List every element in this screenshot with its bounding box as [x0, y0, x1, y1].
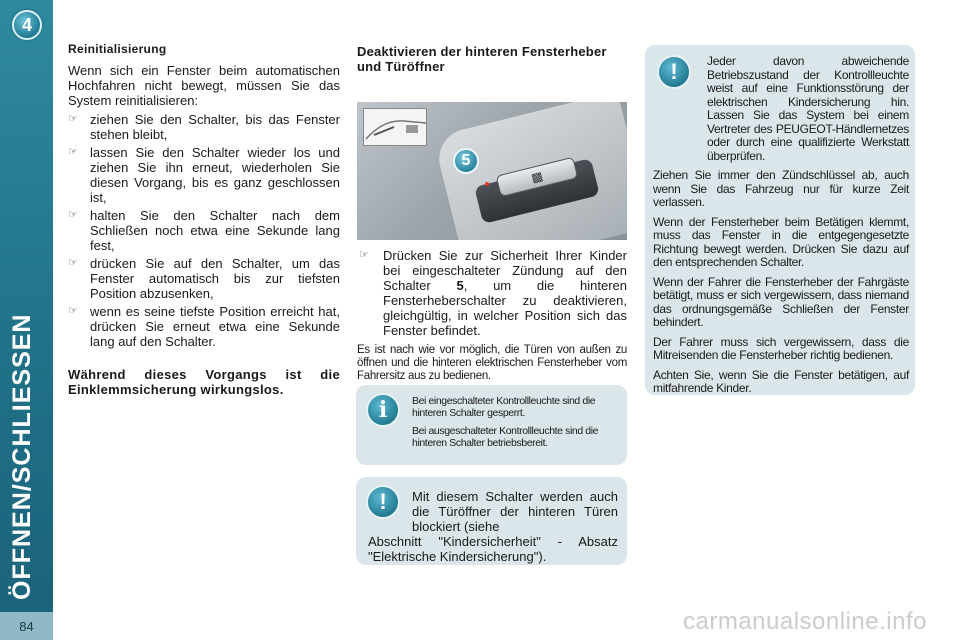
- list-item: ☞ lassen Sie den Schalter wieder los und ziehen Sie ihn erneut, wiederholen Sie diesen Vorgang, bis es ganz geschlossen ist,: [68, 145, 340, 205]
- pointing-hand-icon: ☞: [68, 257, 78, 269]
- page-number: 84: [0, 612, 53, 640]
- section-heading: Reinitialisierung: [68, 42, 167, 56]
- intro-paragraph: Wenn sich ein Fenster beim automatischen Hochfahren nicht bewegt, müssen Sie das System reinitialisieren:: [68, 63, 340, 108]
- warning-icon: !: [366, 485, 400, 519]
- steps-list: [357, 248, 627, 338]
- warning-icon: !: [657, 55, 691, 89]
- warning-box-small: [356, 477, 627, 565]
- list-item: ☞ drücken Sie auf den Schalter, um das Fenster automatisch bis zur tiefsten Position abzusenken,: [68, 256, 340, 301]
- pointing-hand-icon: ☞: [359, 249, 369, 261]
- child-lock-section: [357, 44, 627, 383]
- callout-number-badge: 5: [453, 148, 479, 174]
- info-box: [356, 385, 627, 465]
- pointing-hand-icon: ☞: [68, 305, 78, 317]
- reinitialization-section: [68, 42, 340, 401]
- section-heading: Deaktivieren der hinteren Fensterheber und Türöffner: [357, 44, 607, 74]
- list-item: ☞ ziehen Sie den Schalter, bis das Fenster stehen bleibt,: [68, 112, 340, 142]
- info-paragraph: Es ist nach wie vor möglich, die Türen von außen zu öffnen und die hinteren elektrischen Fensterheber vom Fahrersitz aus zu bedienen.: [357, 344, 627, 382]
- pointing-hand-icon: ☞: [68, 146, 78, 158]
- warning-text: Jeder davon abweichende Betriebszustand der Kontrollleuchte weist auf eine Funktionsstörung der elektrischen Kindersicherung hin. Lassen Sie das System bei einem Vertreter des PEUGEOT-Händlernetzes oder durch eine qualifizierte Werkstatt überprüfen. Ziehen Sie immer den Zündschlüssel ab, auch wenn Sie das Fahrzeug nur für kurze Zeit verlassen. Wenn der Fensterheber beim Betätigen klemmt, muss das Fenster in die entgegengesetzte Richtung bewegt werden. Drücken Sie dazu auf den entsprechenden Schalter. Wenn der Fahrer die Fensterheber der Fahrgäste betätigt, muss er sich vergewissern, dass niemand das ordnungsgemäße Schließen der Fenster behindert. Der Fahrer muss sich vergewissern, dass die Mitreisenden die Fensterheber richtig bedienen. Achten Sie, wenn Sie die Fenster betätigen, auf mitfahrende Kinder.: [653, 54, 909, 395]
- chapter-sidebar: [0, 0, 53, 640]
- list-item: ☞ halten Sie den Schalter nach dem Schließen noch etwa eine Sekunde lang fest,: [68, 208, 340, 253]
- dashboard-inset-image: [363, 108, 427, 146]
- warning-box-large: [645, 45, 915, 395]
- safety-note: Während dieses Vorgangs ist die Einklemmsicherung wirkungslos.: [68, 367, 340, 397]
- list-item: ☞ wenn es seine tiefste Position erreicht hat, drücken Sie erneut etwa eine Sekunde lang auf den Schalter.: [68, 304, 340, 349]
- info-text: Bei eingeschalteter Kontrollleuchte sind die hinteren Schalter gesperrt. Bei ausgeschalteter Kontrollleuchte sind die hinteren Schalter betriebsbereit.: [412, 395, 599, 449]
- door-switch-illustration: [357, 102, 627, 240]
- info-icon: i: [366, 393, 400, 427]
- chapter-number-badge: 4: [12, 10, 42, 40]
- pointing-hand-icon: ☞: [68, 209, 78, 221]
- indicator-led-icon: [485, 182, 489, 186]
- watermark: carmanualsonline.info: [683, 608, 927, 635]
- child-lock-switch-icon: ▩: [496, 157, 579, 198]
- warning-text: Mit diesem Schalter werden auch die Türöffner der hinteren Türen blockiert (siehe Abschnitt "Kindersicherheit" - Absatz "Elektrische Kindersicherung").: [368, 489, 618, 564]
- list-item: ☞ Drücken Sie zur Sicherheit Ihrer Kinder bei eingeschalteter Zündung auf den Schalter 5, um die hinteren Fensterheberschalter zu deaktivieren, gleichgültig, in welcher Position sich das Fenster befindet.: [359, 248, 627, 338]
- chapter-title: ÖFFNEN/SCHLIESSEN: [8, 313, 36, 600]
- steps-list: [68, 112, 340, 349]
- pointing-hand-icon: ☞: [68, 113, 78, 125]
